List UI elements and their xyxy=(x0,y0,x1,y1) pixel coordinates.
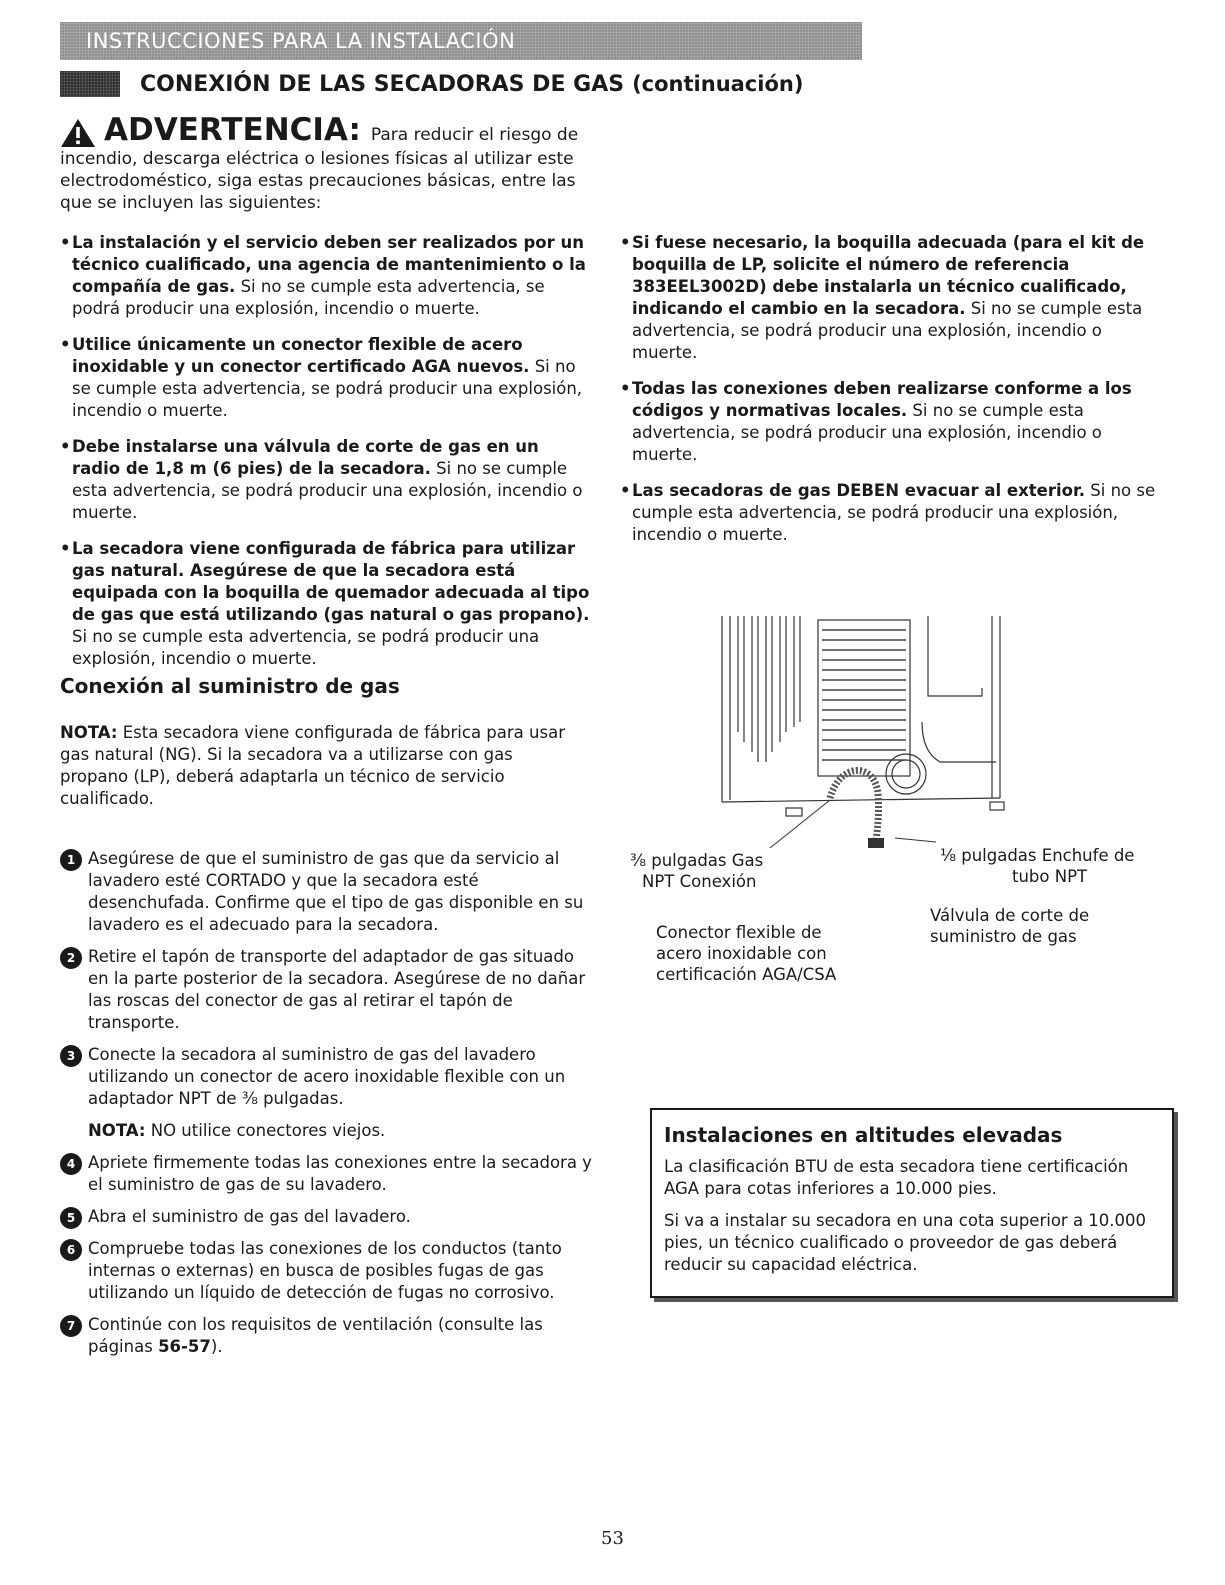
step-item xyxy=(60,848,595,936)
step-number-icon: 2 xyxy=(60,947,82,969)
bullet-bold-text: Utilice únicamente un conector flexible de acero inoxidable y un conector certificado AGA nuevos. xyxy=(72,335,530,376)
altitude-info-box xyxy=(650,1108,1174,1298)
step-page-ref: 56-57 xyxy=(158,1337,211,1356)
warning-lead: Para reducir el riesgo de xyxy=(370,125,579,145)
step-text: Retire el tapón de transporte del adaptador de gas situado en la parte posterior de la secadora. Asegúrese de no dañar las roscas del conector de gas al retirar el tapón de transporte. xyxy=(88,947,586,1032)
bullet-text: Si no se cumple esta advertencia, se podrá producir una explosión, incendio o muerte. xyxy=(72,459,583,522)
note-text: Esta secadora viene configurada de fábrica para usar gas natural (NG). Si la secadora va a utilizarse con gas propano (LP), deberá adaptarla un técnico de servicio cualificado. xyxy=(60,723,565,808)
step-text: Continúe con los requisitos de ventilación (consulte las páginas xyxy=(88,1315,543,1356)
altitude-paragraph: Si va a instalar su secadora en una cota superior a 10.000 pies, un técnico cualificado o proveedor de gas deberá reducir su capacidad eléctrica. xyxy=(664,1211,1147,1274)
step-number-icon: 6 xyxy=(60,1239,82,1261)
step-text: Apriete firmemente todas las conexiones entre la secadora y el suministro de gas de su lavadero. xyxy=(88,1153,592,1194)
step-text: Compruebe todas las conexiones de los conductos (tanto internas o externas) en busca de posibles fugas de gas utilizando un líquido de detección de fugas no corrosivo. xyxy=(88,1239,562,1302)
label-line: certificación AGA/CSA xyxy=(656,965,837,984)
label-line: NPT Conexión xyxy=(642,872,757,891)
page-number: 53 xyxy=(601,1528,624,1549)
label-line: tubo NPT xyxy=(1012,867,1088,886)
step-note-label: NOTA: xyxy=(88,1121,146,1140)
altitude-heading: Instalaciones en altitudes elevadas xyxy=(664,1123,1063,1147)
step-note xyxy=(60,1120,595,1142)
supply-heading: Conexión al suministro de gas xyxy=(60,674,400,698)
section-marker xyxy=(60,71,120,97)
step-number-icon: 3 xyxy=(60,1045,82,1067)
label-line: ⅛ pulgadas Enchufe de xyxy=(940,846,1135,865)
diagram-label-plug xyxy=(940,845,1170,887)
step-number-icon: 5 xyxy=(60,1207,82,1229)
step-item xyxy=(60,946,595,1034)
diagram-label-gas-connection xyxy=(630,850,820,892)
step-text-end: ). xyxy=(210,1337,223,1356)
bullet-text: Si no se cumple esta advertencia, se podrá producir una explosión, incendio o muerte. xyxy=(72,277,545,318)
warning-triangle-icon xyxy=(60,118,96,148)
installation-steps xyxy=(60,848,595,1368)
bullet-bold-text: La instalación y el servicio deben ser realizados por un técnico cualificado, una agencia de mantenimiento o la compañía de gas. xyxy=(72,233,586,296)
step-item xyxy=(60,1044,595,1110)
section-title-text: CONEXIÓN DE LAS SECADORAS DE GAS xyxy=(140,71,625,97)
warning-headline xyxy=(60,112,590,148)
step-number-icon: 4 xyxy=(60,1153,82,1175)
bullet-bold-text: La secadora viene configurada de fábrica para utilizar gas natural. Asegúrese de que la secadora está equipada con la boquilla de quemador adecuada al tipo de gas que está utilizando (gas natural o gas propano). xyxy=(72,539,590,624)
supply-note xyxy=(60,722,580,810)
step-number-icon: 7 xyxy=(60,1315,82,1337)
step-number-icon: 1 xyxy=(60,849,82,871)
bullet-text: Si no se cumple esta advertencia, se podrá producir una explosión, incendio o muerte. xyxy=(632,299,1143,362)
step-item xyxy=(60,1238,595,1304)
warning-text: incendio, descarga eléctrica o lesiones físicas al utilizar este electrodoméstico, siga estas precauciones básicas, entre las que se incluyen las siguientes: xyxy=(60,149,576,213)
section-banner: INSTRUCCIONES PARA LA INSTALACIÓN xyxy=(60,22,862,60)
right-warning-bullets xyxy=(620,232,1160,560)
bullet-bold-text: Debe instalarse una válvula de corte de gas en un radio de 1,8 m (6 pies) de la secadora. xyxy=(72,437,539,478)
bullet-text: Si no se cumple esta advertencia, se podrá producir una explosión, incendio o muerte. xyxy=(632,401,1102,464)
bullet-bold-text: Todas las conexiones deben realizarse conforme a los códigos y normativas locales. xyxy=(632,379,1132,420)
warning-word: ADVERTENCIA: xyxy=(104,112,361,148)
diagram-label-connector xyxy=(656,922,896,985)
step-text: Conecte la secadora al suministro de gas del lavadero utilizando un conector de acero inoxidable flexible con un adaptador NPT de ⅜ pulgadas. xyxy=(88,1045,566,1108)
label-line: acero inoxidable con xyxy=(656,944,827,963)
step-item xyxy=(60,1314,595,1358)
label-line: suministro de gas xyxy=(930,927,1077,946)
bullet-text: Si no se cumple esta advertencia, se podrá producir una explosión, incendio o muerte. xyxy=(632,481,1156,544)
bullet-text: Si no se cumple esta advertencia, se podrá producir una explosión, incendio o muerte. xyxy=(72,357,583,420)
warning-bullet xyxy=(60,538,592,670)
warning-bullet xyxy=(620,232,1160,364)
step-text: Abra el suministro de gas del lavadero. xyxy=(88,1207,411,1226)
warning-bullet xyxy=(620,480,1160,546)
label-line: ⅜ pulgadas Gas xyxy=(630,851,764,870)
diagram-label-valve xyxy=(930,905,1130,947)
label-line: Válvula de corte de xyxy=(930,906,1090,925)
section-title-continued: (continuación) xyxy=(632,72,804,96)
warning-bullet xyxy=(60,232,592,320)
dryer-gas-connection-diagram xyxy=(700,612,1040,848)
step-item xyxy=(60,1206,595,1228)
bullet-bold-text: Si fuese necesario, la boquilla adecuada (para el kit de boquilla de LP, solicite el número de referencia 383EEL3002D) debe instalarla un técnico cualificado, indicando el cambio en la secadora. xyxy=(632,233,1145,318)
warning-block xyxy=(60,112,590,214)
step-item xyxy=(60,1152,595,1196)
warning-bullet xyxy=(620,378,1160,466)
left-warning-bullets xyxy=(60,232,592,684)
altitude-paragraph: La clasificación BTU de esta secadora tiene certificación AGA para cotas inferiores a 10.000 pies. xyxy=(664,1157,1129,1198)
step-text: Asegúrese de que el suministro de gas que da servicio al lavadero esté CORTADO y que la secadora esté desenchufada. Confirme que el tipo de gas disponible en su lavadero es el adecuado para la secadora. xyxy=(88,849,584,934)
section-title xyxy=(60,68,960,100)
warning-bullet xyxy=(60,334,592,422)
step-note-text: NO utilice conectores viejos. xyxy=(145,1121,386,1140)
warning-bullet xyxy=(60,436,592,524)
bullet-bold-text: Las secadoras de gas DEBEN evacuar al exterior. xyxy=(632,481,1086,500)
label-line: Conector flexible de xyxy=(656,923,822,942)
bullet-text: Si no se cumple esta advertencia, se podrá producir una explosión, incendio o muerte. xyxy=(72,627,540,668)
note-label: NOTA: xyxy=(60,723,118,742)
